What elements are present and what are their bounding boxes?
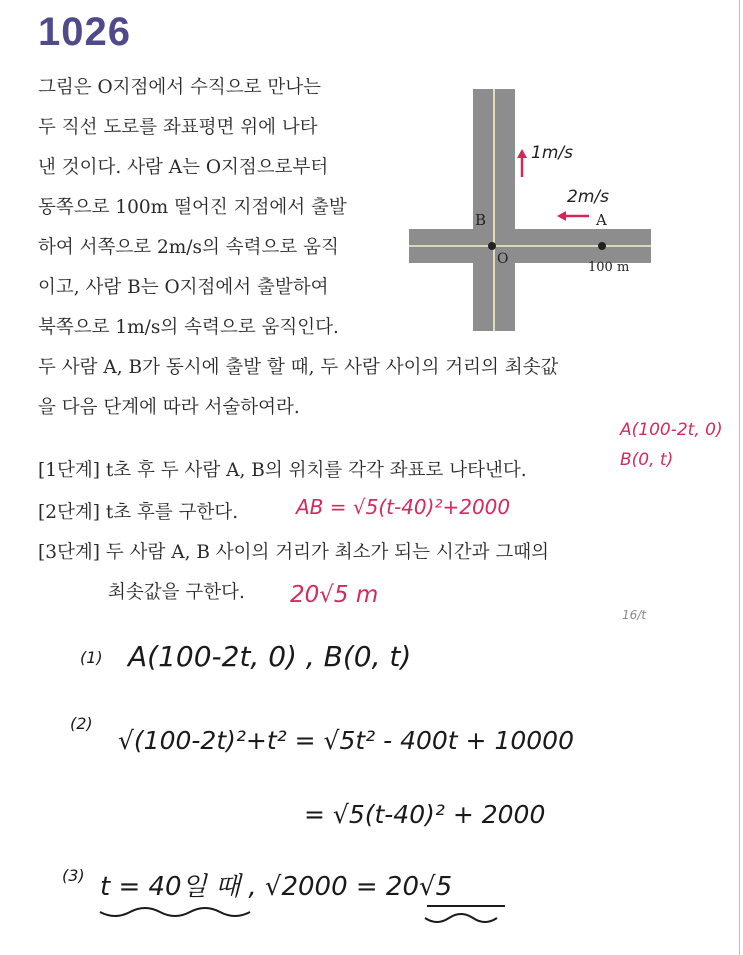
step-1: [1단계] t초 후 두 사람 A, B의 위치를 각각 좌표로 나타낸다.: [38, 460, 527, 481]
solution-line-1: A(100-2t, 0) , B(0, t): [128, 640, 412, 673]
pink-a-coordinate: A(100-2t, 0): [620, 420, 723, 440]
arrow-west-head: [557, 211, 566, 221]
body-line: 이고, 사람 B는 O지점에서 출발하여: [38, 277, 329, 298]
body-line: 하여 서쪽으로 2m/s의 속력으로 움직: [38, 237, 339, 258]
solution-label-2: (2): [70, 714, 93, 733]
label-a: A: [596, 211, 607, 229]
squiggle-under-answer: [425, 914, 497, 922]
solution-label-3: (3): [62, 866, 85, 885]
road-figure: [405, 85, 655, 335]
pink-b-coordinate: B(0, t): [620, 450, 674, 470]
body-line: 을 다음 단계에 따라 서술하여라.: [38, 397, 300, 418]
arrow-north-head: [517, 149, 527, 158]
solution-label-1: (1): [80, 648, 103, 667]
step-2: [2단계] t초 후를 구한다.: [38, 502, 239, 523]
body-line: 두 직선 도로를 좌표평면 위에 나타: [38, 117, 318, 138]
problem-number: 1026: [38, 10, 131, 54]
margin-note: 16/t: [622, 608, 647, 622]
step-3: [3단계] 두 사람 A, B 사이의 거리가 최소가 되는 시간과 그때의: [38, 542, 550, 563]
label-b: B: [475, 211, 487, 229]
body-line: 동쪽으로 100m 떨어진 지점에서 출발: [38, 197, 347, 218]
label-o: O: [497, 251, 509, 267]
squiggle-underlines: [95, 900, 525, 930]
speed-a-note: 2m/s: [567, 187, 609, 207]
point-o: [488, 242, 496, 250]
step-3-continued: 최솟값을 구한다.: [108, 582, 245, 603]
point-a: [598, 242, 606, 250]
page-right-edge: [739, 0, 740, 955]
solution-line-2: √(100-2t)²+t² = √5t² - 400t + 10000: [118, 726, 574, 755]
speed-b-note: 1m/s: [531, 143, 573, 163]
body-line: 낸 것이다. 사람 A는 O지점으로부터: [38, 157, 329, 178]
pink-answer: 20√5 m: [290, 582, 379, 608]
body-line: 그림은 O지점에서 수직으로 만나는: [38, 77, 322, 98]
body-line: 두 사람 A, B가 동시에 출발 할 때, 두 사람 사이의 거리의 최솟값: [38, 357, 559, 378]
solution-line-2b: = √5(t-40)² + 2000: [304, 800, 546, 829]
pink-distance-formula: AB = √5(t-40)²+2000: [296, 495, 511, 519]
solution-line-3: t = 40일 때 , √2000 = 20√5: [100, 872, 453, 902]
body-line: 북쪽으로 1m/s의 속력으로 움직인다.: [38, 317, 339, 338]
label-100m: 100 m: [588, 260, 630, 275]
squiggle-under-time: [100, 908, 250, 916]
